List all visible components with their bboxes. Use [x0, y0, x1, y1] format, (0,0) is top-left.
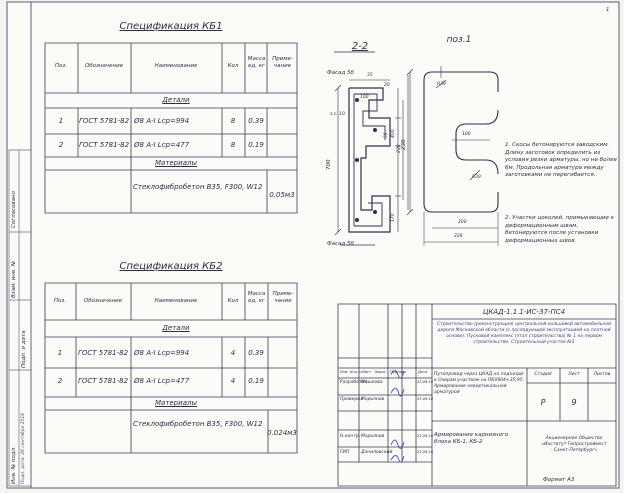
col-header-doc: №док. — [375, 370, 387, 374]
spec1-section-parts: Детали — [162, 96, 190, 104]
role-developer: Разработал — [340, 380, 368, 385]
spec1-section-materials: Материалы — [155, 159, 197, 167]
spec2-header-mass: Масса ед, кг — [247, 291, 266, 305]
spec2-header-note: Приме-чание — [272, 291, 294, 305]
spec2-section-parts: Детали — [162, 324, 190, 332]
spec1-header-mass: Масса ед, кг — [247, 56, 266, 70]
margin-inv-replace: Взам. инв. № — [11, 260, 17, 298]
spec1-row2-mass: 0.19 — [248, 141, 264, 149]
spec2-header-qty: Кол — [227, 298, 239, 304]
spec1-header-qty: Кол — [227, 63, 239, 69]
name-checker: Марьянов — [361, 397, 385, 402]
section-dim-35: 35 — [367, 73, 373, 78]
section-dim-230: 230 — [397, 144, 402, 153]
section-dim-100: 100 — [360, 95, 369, 100]
spec1-row2-code: ГОСТ 5781-82 — [78, 141, 130, 149]
spec2-row2-qty: 4 — [230, 377, 236, 385]
spec1-header-note: Приме-чание — [272, 56, 293, 70]
spec1-row2-pos: 2 — [58, 141, 64, 149]
date-chief-engineer: 23.09.16 — [417, 450, 434, 454]
spec2-section-materials: Материалы — [155, 399, 197, 407]
section-dim-56: 56 — [384, 132, 389, 138]
spec1-row2-name: Ø8 A-I Lср=477 — [134, 141, 190, 149]
name-developer: Мешкова — [361, 380, 383, 385]
spec1-row1-name: Ø8 A-I Lср=994 — [134, 117, 190, 125]
section-dim-170: 170 — [391, 213, 396, 222]
sheets-header: Листов — [593, 372, 611, 377]
spec2-title: Спецификация КБ2 — [119, 261, 223, 272]
spec1-row1-code: ГОСТ 5781-82 — [78, 117, 130, 125]
spec1-material-name: Стеклофибробетон В35, F300, W12 — [133, 183, 263, 191]
pos1-dim-100: 100 — [462, 132, 471, 137]
note-2: 2. Участки цоколей, примыкающие к деформационным швам, бетонируются после установки деформационных швов. — [505, 215, 615, 244]
date-developer: 23.09.16 — [417, 380, 434, 384]
role-norm-control: Н.контр. — [340, 434, 361, 439]
margin-inv-original: Инв. № подл. — [11, 446, 17, 484]
spec1-row1-qty: 8 — [230, 117, 236, 125]
spec2-material-note: 0.024м3 — [267, 429, 297, 437]
spec2-header-pos: Поз. — [53, 298, 67, 304]
section-facade-bottom: Фасад 5б — [327, 241, 354, 247]
col-header-change: Изм. — [340, 370, 349, 374]
spec1-header-code: Обозначение — [84, 63, 124, 69]
col-header-signature: Подпись — [390, 370, 407, 374]
spec1-material-note: 0.05м3 — [269, 191, 295, 199]
stage-header: Стадия — [534, 372, 552, 377]
paper-format: Формат А3 — [543, 477, 575, 483]
spec2-row2-mass: 0.19 — [248, 377, 264, 385]
project-description: Строительство (реконструкция) центральной кольцевой автомобильной дороги Московской области (с последующей эксплуатацией на платной основе). Пусковой комплекс (этап строительства) № 1 на первом строительстве. Строительный участок №1 — [436, 322, 612, 345]
sheet-name: Армирование карнизного блока КБ-1, КБ-2 — [434, 432, 509, 446]
sheet-value: 9 — [571, 398, 577, 407]
margin-stamp-date: Подп. дата: 26 сентября 2016 — [21, 412, 26, 484]
col-header-sheet: Лист — [362, 370, 372, 374]
pos1-dim-200: 200 — [458, 220, 467, 225]
spec2-header-code: Обозначение — [83, 298, 123, 304]
section-dim-400: 400 — [391, 129, 396, 138]
company-name: Акционерное Общество «Институт Гипростроймост - Санкт-Петербург» — [541, 436, 607, 453]
margin-signature-date: Подп. и дата — [21, 330, 27, 368]
spec1-title: Спецификация КБ1 — [119, 21, 223, 32]
name-chief-engineer: Даниловский — [361, 450, 393, 455]
spec2-header-name: Наименование — [154, 298, 198, 304]
spec2-row1-pos: 1 — [57, 349, 63, 357]
date-checker: 23.09.16 — [417, 397, 434, 401]
object-description: Путепровод через ЦКАД на подъезде к Озерам участком на ПК0904+35,95. Армирование невертикальной арматурой — [434, 372, 525, 395]
spec2-row1-name: Ø8 A-I Lср=994 — [134, 349, 190, 357]
sheet-corner-number: 1 — [606, 7, 610, 13]
section-dim-20: 20 — [384, 83, 390, 88]
pos1-dim-230: 230 — [401, 139, 407, 150]
date-norm-control: 23.09.16 — [417, 434, 434, 438]
margin-agreed: Согласовано — [11, 191, 17, 228]
spec2-row1-mass: 0.39 — [248, 349, 264, 357]
name-norm-control: Марьянов — [361, 434, 385, 439]
col-header-date: Дата — [418, 370, 428, 374]
spec2-row2-name: Ø8 A-I Lср=477 — [134, 377, 190, 385]
section-zs-label: з.с. 10 — [330, 112, 345, 117]
spec2-material-name: Стеклофибробетон В35, F300, W12 — [133, 420, 263, 428]
spec2-row1-code: ГОСТ 5781-82 — [77, 349, 129, 357]
role-chief-engineer: ГИП — [340, 450, 350, 455]
section-dim-700: 700 — [326, 159, 332, 170]
spec2-row2-pos: 2 — [57, 377, 63, 385]
pos1-dim-r39-bottom: R39 — [472, 175, 481, 180]
col-header-count: Кол.уч. — [350, 370, 364, 374]
spec1-row2-qty: 8 — [230, 141, 236, 149]
doc-code: ЦКАД-1.1.1-ИС-37-ПС4 — [482, 308, 566, 316]
spec2-row2-code: ГОСТ 5781-82 — [77, 377, 129, 385]
pos1-dim-228: 228 — [454, 234, 463, 239]
spec1-row1-pos: 1 — [58, 117, 64, 125]
spec1-header-pos: Поз. — [54, 63, 68, 69]
spec1-row1-mass: 0.39 — [248, 117, 264, 125]
role-checker: Проверил — [340, 397, 364, 402]
section-title: 2-2 — [351, 41, 369, 52]
pos1-title: поз.1 — [446, 35, 472, 45]
spec2-row1-qty: 4 — [230, 349, 236, 357]
stage-value: Р — [540, 398, 546, 407]
pos1-dim-r39-top: R39 — [437, 82, 446, 87]
sheet-header: Лист — [568, 372, 580, 377]
section-facade-top: Фасад 5б — [327, 70, 354, 76]
note-1: 1. Скосы бетонируются заводским. Длину заготовок определить из условия резки арматуры, но не более 6м. Продольная арматура между заготовками не перегибается. — [505, 142, 618, 179]
spec1-header-name: Наименование — [154, 63, 198, 69]
